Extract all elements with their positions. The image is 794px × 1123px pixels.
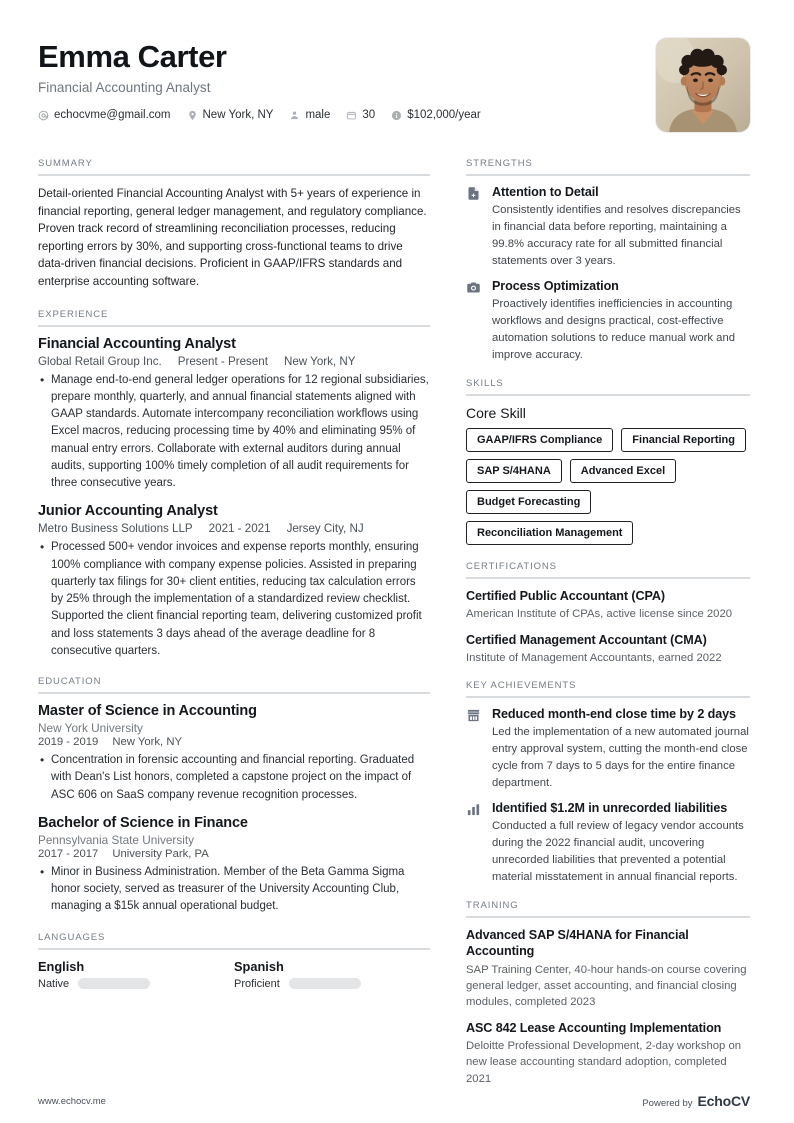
store-icon (466, 707, 483, 792)
education-location: University Park, PA (112, 847, 209, 860)
resume-header (38, 38, 750, 132)
education-degree: Master of Science in Accounting (38, 703, 257, 720)
strength-item (466, 279, 750, 364)
section-label-training: TRAINING (466, 899, 519, 911)
contact-age (346, 109, 375, 121)
language-item (234, 959, 430, 990)
section-training (466, 900, 750, 1087)
education-bullets (38, 864, 430, 916)
language-name: Spanish (234, 958, 284, 974)
section-divider (466, 916, 750, 918)
summary-text: Detail-oriented Financial Accounting Analyst with 5+ years of experience in financial reporting, general ledger management, and regulatory compliance. Proven track record of streamlining reconciliation processes, reducing reporting errors by 30%, and supporting cross-functional teams to drive data-driven financial decisions. Proficient in GAAP/IFRS standards and enterprise accounting software. (38, 187, 427, 289)
header-job-title: Financial Accounting Analyst (38, 80, 211, 96)
achievement-desc: Conducted a full review of legacy vendor accounts during the 2022 financial audit, uncovering unrecorded liabilities that prevented a potential material misstatement in annual financial reports. (492, 820, 744, 883)
section-summary (38, 158, 430, 291)
education-meta (38, 848, 430, 860)
strength-title: Attention to Detail (492, 185, 599, 199)
achievement-item (466, 801, 750, 886)
contact-gender-value: male (305, 109, 331, 122)
section-label-strengths: STRENGTHS (466, 158, 533, 169)
achievement-body (492, 707, 750, 792)
right-column (466, 158, 750, 1096)
section-label-certifications: CERTIFICATIONS (466, 560, 557, 572)
section-languages (38, 932, 430, 990)
section-strengths (466, 158, 750, 364)
experience-entry (38, 503, 430, 660)
section-label-experience: EXPERIENCE (38, 308, 109, 320)
section-education (38, 676, 430, 916)
experience-bullets (38, 372, 430, 493)
page-footer (38, 1093, 750, 1109)
experience-entry (38, 336, 430, 493)
skill-group-name: Core Skill (466, 404, 526, 421)
footer-powered-label: Powered by (642, 1098, 693, 1109)
strength-body (492, 279, 750, 364)
page-title: Emma Carter (38, 39, 227, 74)
achievement-title: Identified $1.2M in unrecorded liabilities (492, 801, 728, 816)
contact-location (187, 109, 274, 121)
language-name: English (38, 958, 85, 974)
calendar-icon (346, 110, 357, 121)
achievement-desc: Led the implementation of a new automated journal entry approval system, cutting the month-end close cycle from 7 days to 5 days for the entire finance department. (492, 726, 749, 790)
language-item (38, 959, 234, 990)
camera-icon (466, 279, 483, 364)
resume-body (38, 158, 750, 1096)
section-label-achievements: KEY ACHIEVEMENTS (466, 680, 577, 692)
section-divider (38, 692, 430, 694)
info-icon (391, 110, 402, 121)
strength-body (492, 185, 750, 270)
bullet-item: • Minor in Business Administration. Member of the Beta Gamma Sigma honor society, served as treasurer of the University Accounting Club, managing a $15k annual operational budget. (38, 864, 430, 916)
education-school: New York University (38, 721, 143, 736)
section-divider (38, 174, 430, 176)
achievement-item (466, 707, 750, 792)
strength-title: Process Optimization (492, 278, 619, 293)
section-label-languages: LANGUAGES (38, 931, 106, 943)
training-title: ASC 842 Lease Accounting Implementation (466, 1020, 722, 1035)
skill-tag-list (466, 428, 750, 545)
training-detail: Deloitte Professional Development, 2-day workshop on new lease accounting standard adoption, completed 2021 (466, 1040, 742, 1085)
education-degree: Bachelor of Science in Finance (38, 814, 248, 831)
contact-salary (391, 109, 481, 121)
languages-grid (38, 959, 430, 990)
section-divider (466, 394, 750, 396)
strength-desc: Proactively identifies inefficiencies in accounting workflows and designs practical, cost-effective automation solutions to reduce manual work and improve accuracy. (492, 297, 736, 361)
training-title: Advanced SAP S/4HANA for Financial Accounting (466, 927, 689, 959)
experience-location: New York, NY (283, 354, 356, 368)
footer-brand-name: EchoCV (697, 1093, 750, 1109)
section-certifications (466, 561, 750, 666)
certification-issuer: American Institute of CPAs, active license since 2020 (466, 608, 733, 621)
person-icon (289, 110, 300, 121)
experience-meta (38, 522, 430, 535)
section-label-summary: SUMMARY (38, 158, 93, 169)
education-location: New York, NY (112, 736, 183, 749)
education-dates: 2019 - 2019 (38, 736, 99, 749)
education-entry (38, 815, 430, 916)
certification-title: Certified Management Accountant (CMA) (466, 632, 707, 647)
strength-desc: Consistently identifies and resolves discrepancies in financial data before reporting, maintaining a 99.8% accuracy rate for all submitted financial statements over 3 years. (492, 204, 741, 267)
bar-chart-icon (466, 801, 483, 886)
location-pin-icon (187, 110, 198, 121)
education-entry (38, 703, 430, 804)
contact-salary-value: $102,000/year (407, 109, 481, 122)
achievement-title: Reduced month-end close time by 2 days (492, 707, 736, 722)
certification-item (466, 588, 750, 623)
training-item (466, 1020, 750, 1087)
section-skills (466, 378, 750, 545)
section-divider (466, 577, 750, 579)
certification-item (466, 632, 750, 667)
section-divider (38, 948, 430, 950)
certification-title: Certified Public Accountant (CPA) (466, 588, 665, 603)
strength-item (466, 185, 750, 270)
experience-meta (38, 355, 430, 368)
section-achievements (466, 680, 750, 886)
left-column (38, 158, 430, 1096)
file-plus-icon (466, 185, 483, 270)
language-level: Proficient (234, 977, 280, 990)
contact-location-value: New York, NY (202, 109, 274, 122)
experience-dates: Present - Present (177, 354, 268, 368)
experience-title: Junior Accounting Analyst (38, 503, 218, 520)
email-icon (38, 110, 49, 121)
bullet-item: • Manage end-to-end general ledger operations for 12 regional subsidiaries, prepare monthly, quarterly, and annual financial statements aligned with GAAP standards. Automate intercompany reconciliation workflows using Excel macros, reducing processing time by 40% and eliminating 95% of manual entry errors. Collaborate with external auditors during annual audits, supporting 100% timely completion of all audit requirements for three consecutive years. (38, 372, 430, 493)
language-progress-track (289, 978, 361, 989)
skill-tag[interactable]: SAP S/4HANA (466, 459, 562, 483)
avatar-image (656, 38, 750, 132)
education-meta (38, 736, 430, 748)
contact-email-value: echocvme@gmail.com (54, 109, 171, 122)
section-divider (38, 325, 430, 327)
experience-title: Financial Accounting Analyst (38, 335, 236, 352)
header-left (38, 38, 497, 121)
bullet-item: • Concentration in forensic accounting and financial reporting. Graduated with Dean's List honors, completed a capstone project on the impact of ASC 606 on SaaS company revenue recognition processes. (38, 752, 430, 804)
certification-issuer: Institute of Management Accountants, earned 2022 (466, 651, 722, 664)
skill-tag[interactable]: GAAP/IFRS Compliance (466, 428, 613, 452)
training-item (466, 927, 750, 1011)
contact-age-value: 30 (362, 109, 376, 122)
contact-gender (289, 109, 330, 121)
footer-url[interactable]: www.echocv.me (38, 1095, 106, 1107)
footer-branding (642, 1093, 750, 1109)
experience-org: Metro Business Solutions LLP (38, 522, 193, 536)
language-level-row (38, 978, 234, 990)
education-bullets (38, 752, 430, 804)
experience-dates: 2021 - 2021 (208, 522, 271, 536)
contact-email (38, 109, 171, 121)
skill-tag[interactable]: Budget Forecasting (466, 490, 591, 514)
section-label-education: EDUCATION (38, 676, 102, 688)
section-label-skills: SKILLS (466, 377, 504, 389)
avatar (656, 38, 750, 132)
experience-location: Jersey City, NJ (286, 522, 364, 536)
language-progress-track (78, 978, 150, 989)
experience-bullets (38, 539, 430, 660)
section-divider (466, 174, 750, 176)
section-experience (38, 309, 430, 661)
training-detail: SAP Training Center, 40-hour hands-on course covering general ledger, asset accounting, and financial closing modules, completed 2023 (466, 963, 747, 1009)
education-school: Pennsylvania State University (38, 832, 195, 847)
skill-tag[interactable]: Advanced Excel (570, 459, 676, 483)
language-level-row (234, 978, 430, 990)
achievement-body (492, 801, 750, 886)
skill-tag[interactable]: Reconciliation Management (466, 521, 633, 545)
skill-tag[interactable]: Financial Reporting (621, 428, 746, 452)
education-dates: 2017 - 2017 (38, 847, 99, 860)
experience-org: Global Retail Group Inc. (38, 354, 162, 368)
bullet-item: • Processed 500+ vendor invoices and expense reports monthly, ensuring 100% compliance with company expense policies. Assisted in preparing quarterly tax filings for 30+ client entities, reducing tax calculation errors by 25% through the implementation of a standardized review checklist. Supported the client financial reporting team, delivering customized profit and loss statements 3 days ahead of the average deadline for 8 consecutive quarters. (38, 539, 430, 660)
language-level: Native (38, 977, 70, 990)
section-divider (466, 696, 750, 698)
contact-row (38, 109, 497, 121)
